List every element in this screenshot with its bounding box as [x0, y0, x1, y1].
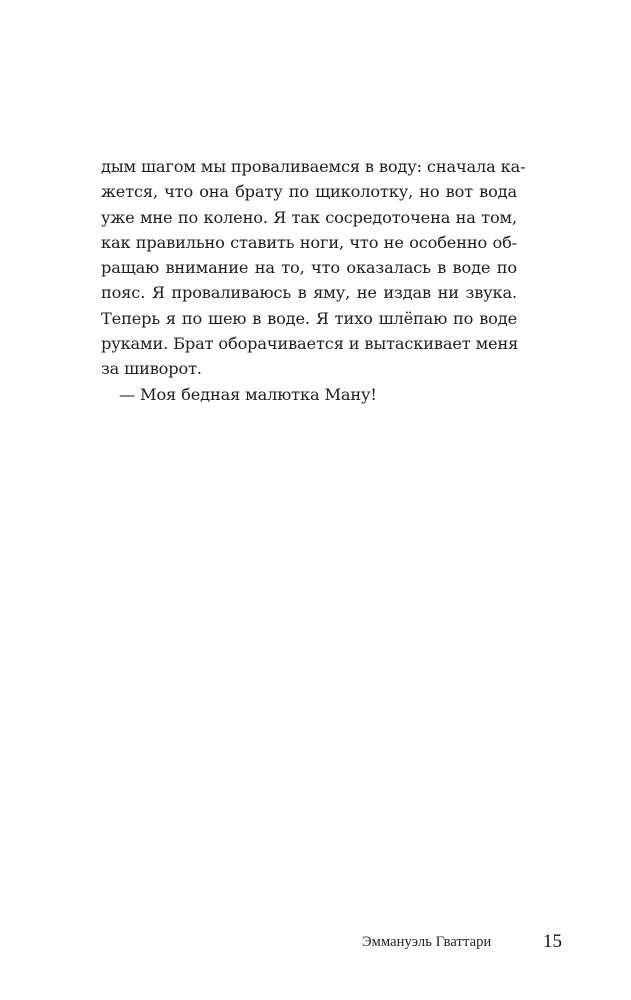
running-head-author: Эммануэль Гваттари — [362, 934, 492, 950]
page-footer — [0, 930, 631, 960]
text-line: ращаю внимание на то, что оказалась в воде по — [101, 258, 517, 278]
text-line: жется, что она брату по щиколотку, но вот вода — [101, 182, 517, 202]
body-text — [101, 154, 526, 407]
dialogue-line: — Моя бедная малютка Ману! — [119, 384, 377, 404]
text-line: дым шагом мы проваливаемся в воду: сначала ка- — [101, 157, 526, 176]
page-number: 15 — [543, 931, 562, 952]
text-line: за шиворот. — [101, 359, 202, 379]
text-line: как правильно ставить ноги, что не особенно об- — [101, 232, 517, 252]
text-line: Теперь я по шею в воде. Я тихо шлёпаю по воде — [101, 308, 517, 328]
text-line: руками. Брат оборачивается и вытаскивает меня — [101, 334, 519, 354]
text-line: уже мне по колено. Я так сосредоточена на том, — [101, 207, 517, 227]
text-line: пояс. Я проваливаюсь в яму, не издав ни звука. — [101, 283, 517, 303]
